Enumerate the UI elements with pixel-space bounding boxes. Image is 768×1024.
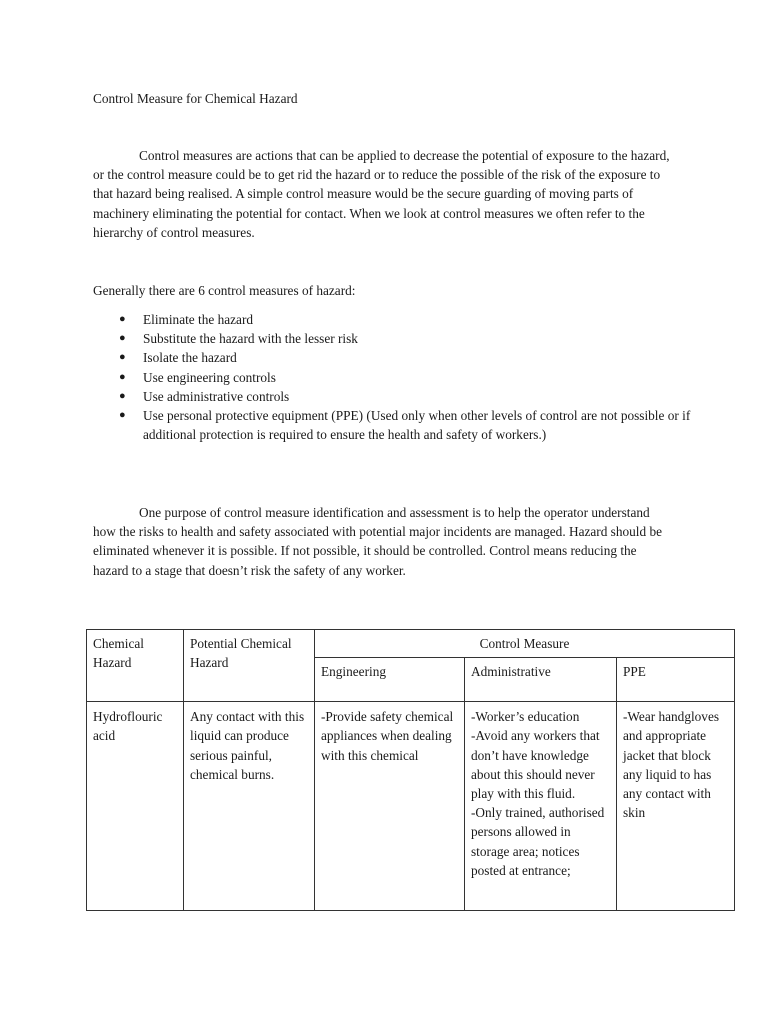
- header-control-measure: Control Measure: [315, 630, 735, 658]
- list-item-text: Use administrative controls: [143, 388, 290, 404]
- bullet-icon: ●: [119, 370, 126, 383]
- cell-potential-hazard: Any contact with this liquid can produce serious painful, chemical burns.: [184, 702, 315, 911]
- cell-engineering: -Provide safety chemical appliances when dealing with this chemical: [315, 702, 465, 911]
- list-item-text: Use engineering controls: [143, 369, 276, 385]
- hazard-control-table: [86, 629, 735, 911]
- list-item-text: Isolate the hazard: [143, 350, 237, 366]
- cell-administrative: [465, 702, 617, 911]
- bullet-icon: ●: [119, 332, 126, 345]
- list-item: [93, 329, 693, 348]
- cell-ppe: -Wear handgloves and appropriate jacket that block any liquid to has any contact with skin: [617, 702, 735, 911]
- list-item-text: Use personal protective equipment (PPE) (Used only when other levels of control are not possible or if additional protection is required to ensure the health and safety of workers.): [143, 408, 691, 443]
- list-item-text: Eliminate the hazard: [143, 312, 254, 327]
- administrative-item: -Only trained, authorised persons allowed in storage area; notices posted at entrance;: [471, 805, 605, 878]
- cell-chemical: Hydroflouric acid: [87, 702, 184, 911]
- bullet-icon: ●: [119, 389, 126, 402]
- list-item-text: Substitute the hazard with the lesser risk: [143, 331, 358, 347]
- list-intro: Generally there are 6 control measures of hazard:: [93, 283, 356, 298]
- table-row: [87, 702, 735, 911]
- list-item: [93, 368, 693, 387]
- list-item: [93, 348, 693, 367]
- header-potential-hazard: Potential Chemical Hazard: [184, 630, 315, 702]
- table-header-row: [87, 630, 735, 658]
- control-measures-list: [93, 310, 693, 444]
- bullet-icon: ●: [119, 409, 126, 422]
- administrative-item: -Worker’s education: [471, 709, 580, 725]
- purpose-paragraph: One purpose of control measure identification and assessment is to help the operator understand how the risks to health and safety associated with potential major incidents are managed. Hazard should be eliminated whenever it is possible. If not possible, it should be controlled. Control means reducing the hazard to a stage that doesn’t risk the safety of any worker.: [93, 505, 663, 578]
- list-item: [93, 406, 693, 444]
- header-chemical-hazard: Chemical Hazard: [87, 630, 184, 702]
- bullet-icon: ●: [119, 351, 126, 364]
- header-engineering: Engineering: [315, 658, 465, 702]
- administrative-item: -Avoid any workers that don’t have knowledge about this should never play with this fluid.: [471, 728, 600, 802]
- list-item: [93, 387, 693, 406]
- header-ppe: PPE: [617, 658, 735, 702]
- page-title: Control Measure for Chemical Hazard: [93, 91, 298, 106]
- list-item: [93, 310, 693, 329]
- header-administrative: Administrative: [465, 658, 617, 702]
- bullet-icon: ●: [119, 313, 126, 325]
- intro-paragraph: Control measures are actions that can be applied to decrease the potential of exposure to the hazard, or the control measure could be to get rid the hazard or to reduce the possible of the risk of the exposure to that hazard being realised. A simple control measure would be the secure guarding of moving parts of machinery eliminating the potential for contact. When we look at control measures we often refer to the hierarchy of control measures.: [93, 148, 670, 240]
